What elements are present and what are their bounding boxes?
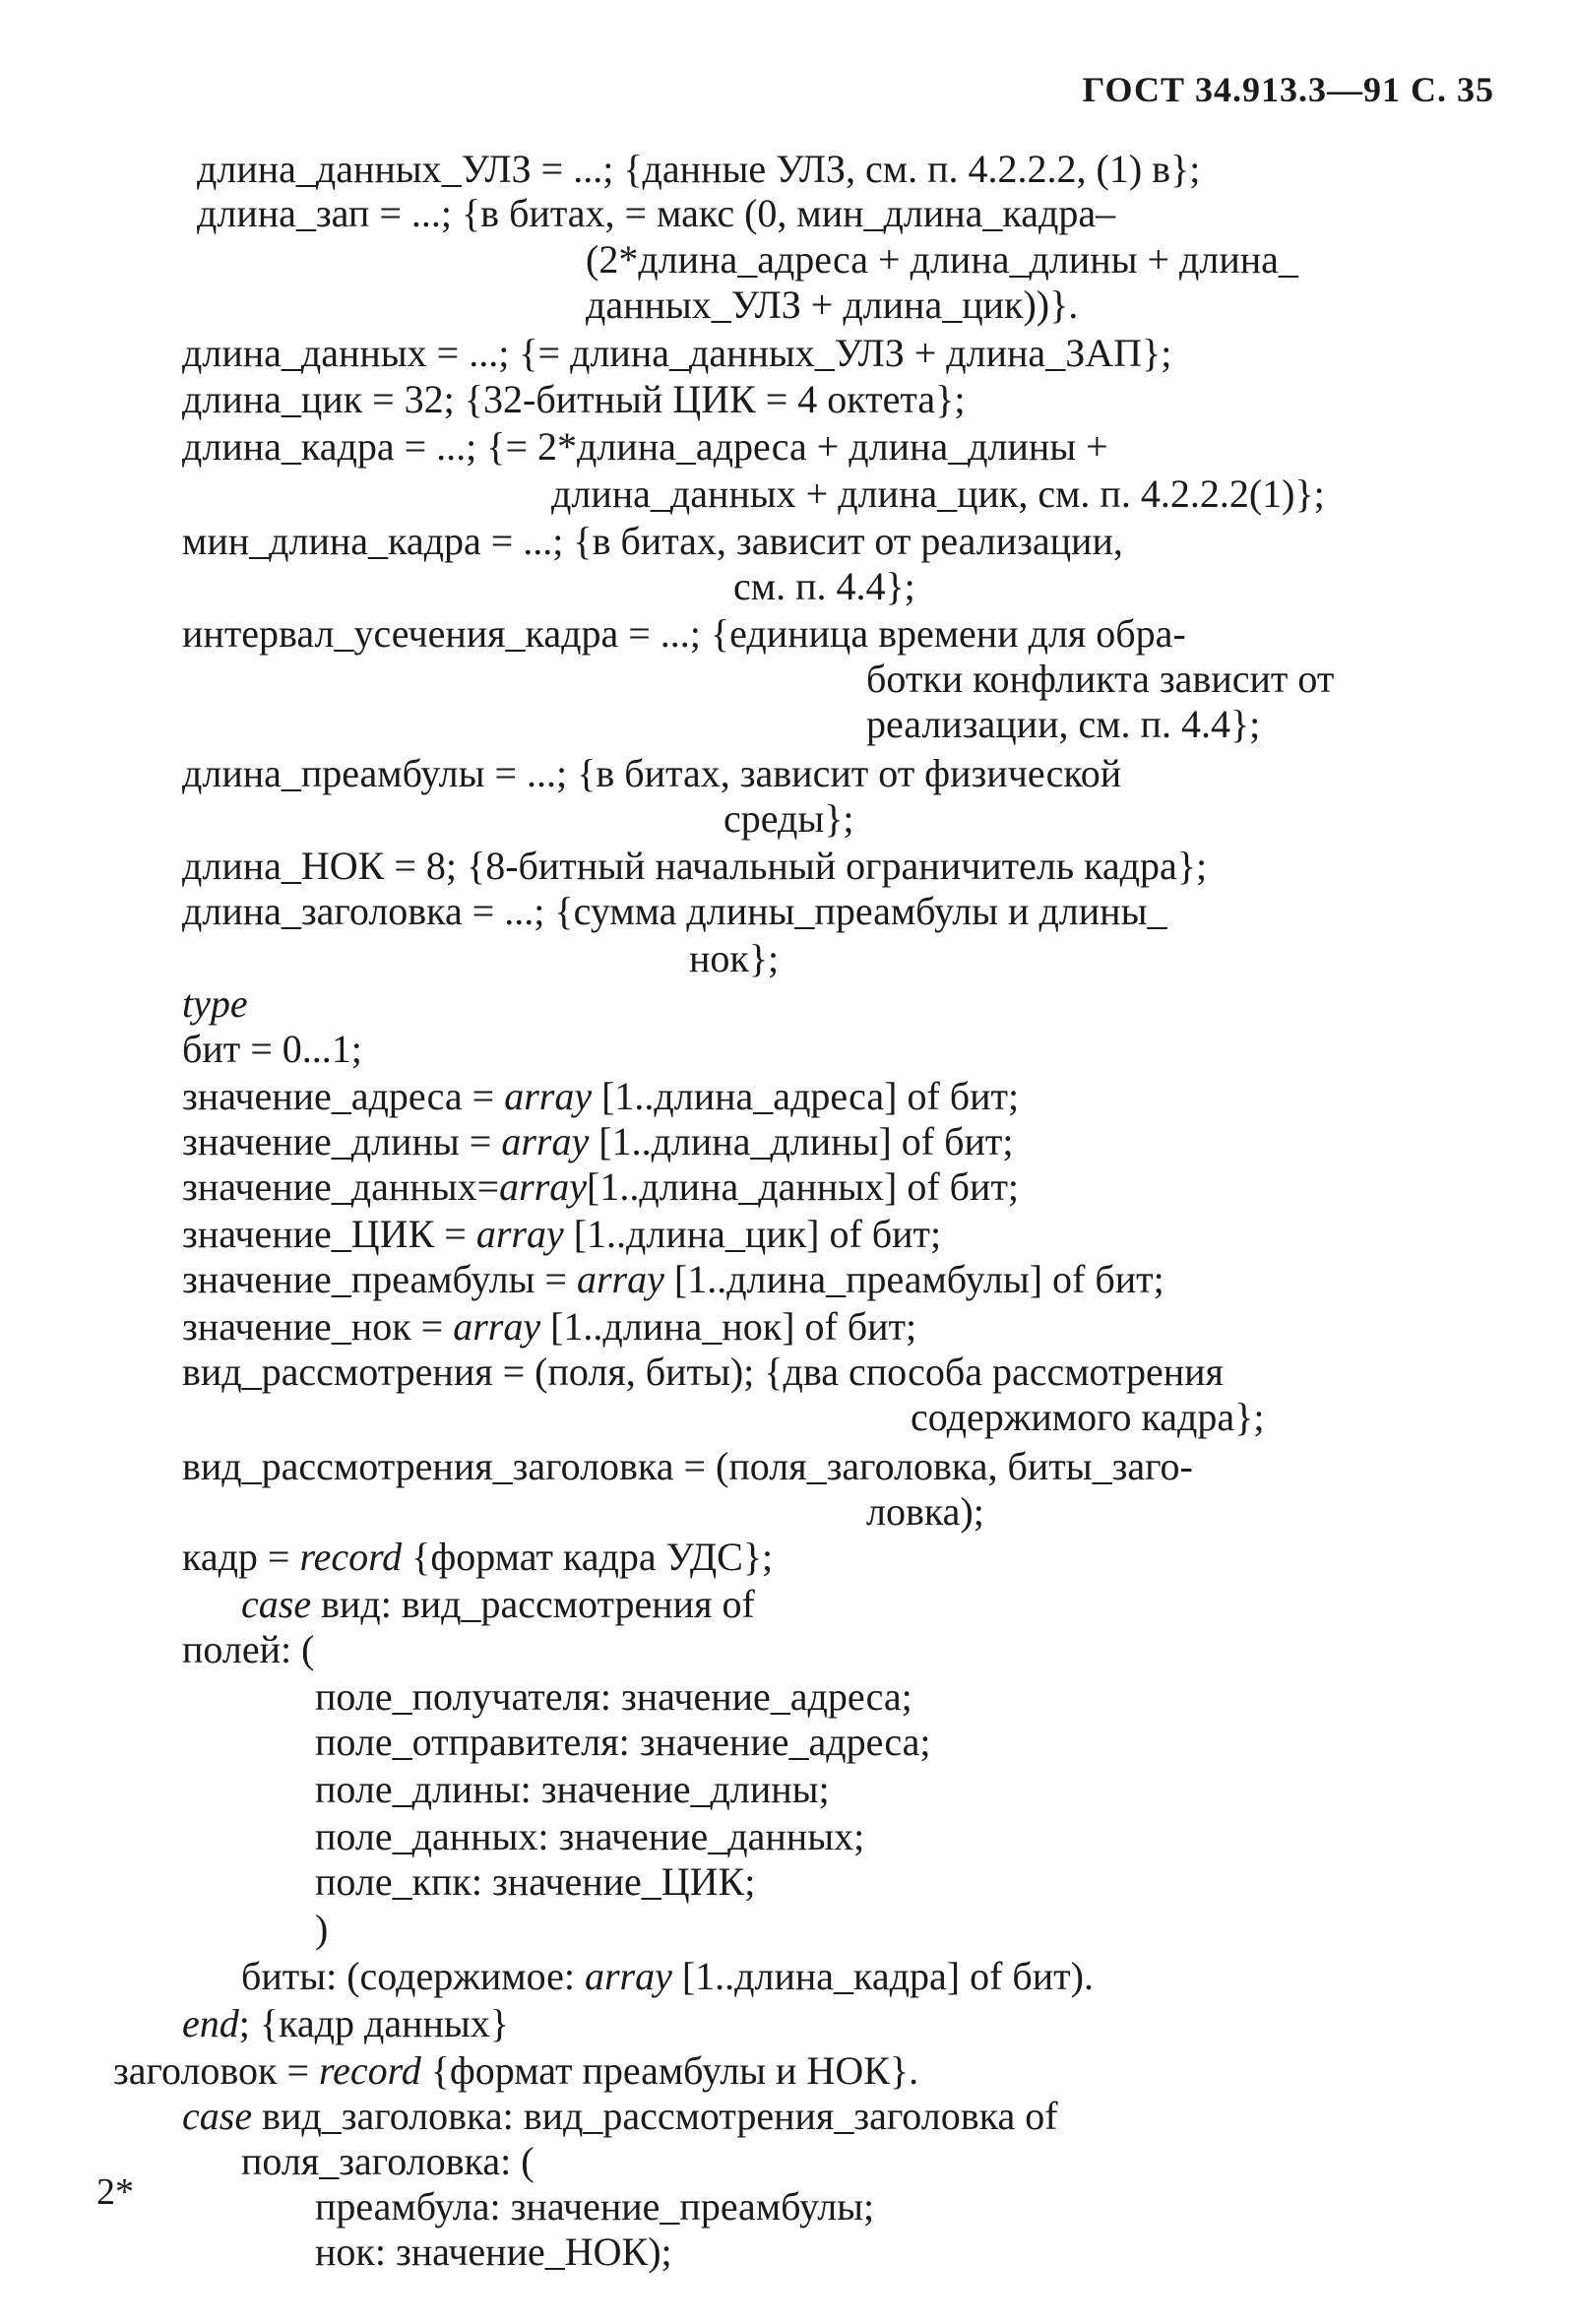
code-text: ; {кадр данных} [238, 2001, 510, 2045]
keyword: record [319, 2048, 421, 2093]
code-line [182, 612, 1186, 656]
keyword: array [576, 1257, 664, 1301]
code-text: см. п. 4.4}; [733, 564, 915, 608]
code-text: среды}; [724, 796, 854, 841]
code-line [182, 2095, 1058, 2138]
keyword: array [501, 1119, 590, 1163]
code-line [182, 425, 1108, 469]
code-line [182, 1213, 941, 1256]
code-text: [1..длина_преамбулы] of бит; [663, 1257, 1164, 1301]
code-line [182, 1165, 1019, 1209]
code-line [315, 2230, 672, 2274]
code-line [182, 378, 965, 421]
code-text: [1..длина_цик] of бит; [563, 1212, 942, 1256]
keyword: case [241, 1582, 312, 1626]
code-line [182, 1445, 1193, 1488]
code-line [113, 2049, 918, 2093]
code-line [182, 1075, 1019, 1118]
code-text: {формат кадра УДС}; [402, 1535, 774, 1579]
code-line [182, 1628, 314, 1671]
code-line [586, 283, 1078, 327]
code-text: поле_данных: значение_данных; [315, 1814, 865, 1858]
code-text: длина_данных + длина_цик, см. п. 4.2.2.2(1)}; [551, 471, 1325, 516]
code-text: {формат преамбулы и НОК}. [420, 2048, 919, 2093]
code-text: данных_УЛЗ + длина_цик))}. [586, 283, 1079, 327]
code-line [241, 1583, 755, 1626]
code-line [315, 1815, 864, 1858]
code-text: вид_заголовка: вид_рассмотрения_заголовка of [252, 2094, 1058, 2138]
code-text: вид_рассмотрения = (поля, биты); {два способа рассмотрения [182, 1350, 1224, 1394]
page-header: ГОСТ 34.913.3—91 С. 35 [1082, 70, 1494, 109]
code-text: нок: значение_НОК); [315, 2230, 672, 2274]
code-line [182, 1536, 773, 1579]
code-text: [1..длина_кадра] of бит). [671, 1954, 1094, 1998]
code-text: кадр = [182, 1535, 300, 1579]
code-line [724, 797, 854, 841]
code-text: значение_ЦИК = [182, 1212, 476, 1256]
code-line [315, 1908, 328, 1951]
code-text: заголовок = [113, 2048, 320, 2093]
code-text: [1..длина_нок] of бит; [540, 1304, 917, 1349]
code-line [182, 845, 1207, 888]
code-line [182, 1258, 1164, 1301]
code-line [315, 1721, 930, 1764]
code-line [866, 658, 1334, 701]
code-text: [1..длина_данных] of бит; [587, 1164, 1020, 1209]
code-text: значение_данных= [182, 1164, 500, 1209]
code-line [866, 1490, 984, 1534]
code-text: поле_кпк: значение_ЦИК; [315, 1859, 756, 1904]
code-text: [1..длина_адреса] of бит; [592, 1074, 1020, 1118]
code-line [182, 982, 248, 1026]
code-text: значение_длины = [182, 1119, 502, 1163]
code-text: поля_заголовка: ( [241, 2139, 535, 2183]
code-line [866, 703, 1260, 746]
code-text: ловка); [866, 1489, 984, 1534]
code-line [182, 752, 1121, 795]
code-line [182, 890, 1166, 933]
code-line [182, 1120, 1013, 1163]
code-text: [1..длина_длины] of бит; [589, 1119, 1014, 1163]
code-text: интервал_усечения_кадра = ...; {единица времени для обра- [182, 611, 1186, 656]
code-text: полей: ( [182, 1627, 315, 1671]
code-line [182, 332, 1171, 375]
code-line [315, 2185, 874, 2229]
code-line [182, 520, 1123, 563]
code-text: вид: вид_рассмотрения of [311, 1582, 755, 1626]
code-text: длина_НОК = 8; {8-битный начальный ограничитель кадра}; [182, 844, 1208, 888]
keyword: array [499, 1164, 588, 1209]
code-text: поле_отправителя: значение_адреса; [315, 1720, 931, 1764]
code-line [197, 148, 1200, 191]
code-text: (2*длина_адреса + длина_длины + длина_ [586, 237, 1298, 282]
code-text: длина_кадра = ...; {= 2*длина_адреса + длина_длины + [182, 424, 1108, 469]
code-line [241, 1955, 1094, 1998]
code-text: длина_цик = 32; {32-битный ЦИК = 4 октета}; [182, 377, 966, 421]
code-line [182, 1305, 916, 1349]
code-text: реализации, см. п. 4.4}; [866, 702, 1261, 746]
code-text: длина_данных = ...; {= длина_данных_УЛЗ + длина_ЗАП}; [182, 331, 1172, 375]
code-text: поле_длины: значение_длины; [315, 1767, 830, 1811]
code-line [733, 565, 915, 608]
code-text: длина_зап = ...; {в битах, = макс (0, мин_длина_кадра– [197, 191, 1116, 235]
keyword: type [182, 981, 248, 1026]
code-text: бит = 0...1; [182, 1027, 362, 1071]
code-line [315, 1860, 755, 1904]
code-text: преамбула: значение_преамбулы; [315, 2184, 875, 2229]
keyword: array [584, 1954, 672, 1998]
code-line [241, 2140, 535, 2183]
code-text: ) [315, 1907, 329, 1951]
code-text: поле_получателя: значение_адреса; [315, 1674, 912, 1719]
signature-mark: 2* [96, 2171, 134, 2213]
keyword: case [182, 2094, 253, 2138]
code-line [551, 472, 1325, 516]
code-line [182, 1028, 362, 1071]
code-line [586, 238, 1298, 282]
code-text: ботки конфликта зависит от [866, 657, 1335, 701]
code-text: нок}; [689, 936, 780, 980]
keyword: array [453, 1304, 541, 1349]
code-text: значение_преамбулы = [182, 1257, 577, 1301]
code-text: мин_длина_кадра = ...; {в битах, зависит от реализации, [182, 519, 1123, 563]
code-text: биты: (содержимое: [241, 1954, 585, 1998]
code-line [182, 2002, 509, 2045]
code-text: значение_адреса = [182, 1074, 505, 1118]
code-line [911, 1396, 1264, 1439]
code-line [182, 1350, 1224, 1394]
keyword: record [299, 1535, 403, 1579]
code-text: содержимого кадра}; [911, 1395, 1265, 1439]
code-text: длина_данных_УЛЗ = ...; {данные УЛЗ, см. п. 4.2.2.2, (1) в}; [197, 147, 1201, 191]
keyword: array [504, 1074, 593, 1118]
code-text: значение_нок = [182, 1304, 454, 1349]
code-text: вид_рассмотрения_заголовка = (поля_заголовка, биты_заго- [182, 1444, 1193, 1488]
keyword: array [475, 1212, 564, 1256]
code-line [197, 192, 1115, 235]
keyword: end [182, 2001, 239, 2045]
code-line [315, 1768, 830, 1811]
code-text: длина_заголовка = ...; {сумма длины_преамбулы и длины_ [182, 889, 1167, 933]
code-line [689, 937, 779, 980]
code-text: длина_преамбулы = ...; {в битах, зависит от физической [182, 751, 1122, 795]
code-line [315, 1675, 912, 1719]
